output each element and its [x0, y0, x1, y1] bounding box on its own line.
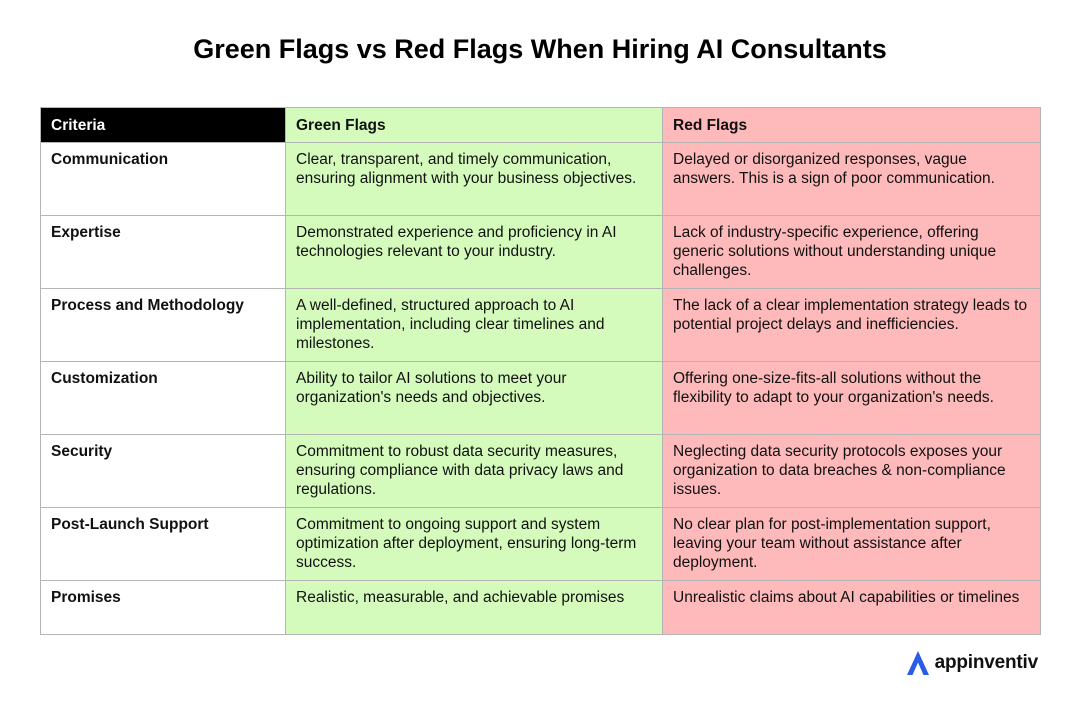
green-flag-cell: Commitment to ongoing support and system optimization after deployment, ensuring long-term success.	[286, 508, 663, 581]
table-row	[41, 143, 1041, 216]
page-title: Green Flags vs Red Flags When Hiring AI Consultants	[193, 34, 887, 64]
table-row	[41, 581, 1041, 635]
red-flag-cell: Delayed or disorganized responses, vague answers. This is a sign of poor communication.	[663, 143, 1041, 216]
brand-logo	[905, 648, 1038, 678]
criteria-cell: Expertise	[41, 216, 286, 289]
table-row	[41, 508, 1041, 581]
red-flag-cell: The lack of a clear implementation strategy leads to potential project delays and inefficiencies.	[663, 289, 1041, 362]
criteria-cell: Customization	[41, 362, 286, 435]
comparison-table	[40, 107, 1041, 635]
green-flag-cell: Realistic, measurable, and achievable promises	[286, 581, 663, 635]
table-row	[41, 362, 1041, 435]
table-row	[41, 216, 1041, 289]
criteria-cell: Security	[41, 435, 286, 508]
red-flag-cell: No clear plan for post-implementation support, leaving your team without assistance after deployment.	[663, 508, 1041, 581]
table-row	[41, 289, 1041, 362]
logo-wordmark: appinventiv	[934, 652, 1038, 673]
green-flag-cell: Commitment to robust data security measures, ensuring compliance with data privacy laws and regulations.	[286, 435, 663, 508]
green-flag-cell: Ability to tailor AI solutions to meet your organization's needs and objectives.	[286, 362, 663, 435]
header-criteria: Criteria	[41, 108, 286, 143]
header-green-flags: Green Flags	[286, 108, 663, 143]
green-flag-cell: Demonstrated experience and proficiency in AI technologies relevant to your industry.	[286, 216, 663, 289]
red-flag-cell: Offering one-size-fits-all solutions without the flexibility to adapt to your organization's needs.	[663, 362, 1041, 435]
red-flag-cell: Neglecting data security protocols exposes your organization to data breaches & non-compliance issues.	[663, 435, 1041, 508]
header-red-flags: Red Flags	[663, 108, 1041, 143]
appinventiv-a-logo-icon	[905, 649, 935, 677]
table-header-row	[41, 108, 1041, 143]
criteria-cell: Process and Methodology	[41, 289, 286, 362]
criteria-cell: Communication	[41, 143, 286, 216]
criteria-cell: Post-Launch Support	[41, 508, 286, 581]
table-row	[41, 435, 1041, 508]
green-flag-cell: Clear, transparent, and timely communication, ensuring alignment with your business objectives.	[286, 143, 663, 216]
red-flag-cell: Lack of industry-specific experience, offering generic solutions without understanding unique challenges.	[663, 216, 1041, 289]
red-flag-cell: Unrealistic claims about AI capabilities or timelines	[663, 581, 1041, 635]
green-flag-cell: A well-defined, structured approach to AI implementation, including clear timelines and milestones.	[286, 289, 663, 362]
criteria-cell: Promises	[41, 581, 286, 635]
